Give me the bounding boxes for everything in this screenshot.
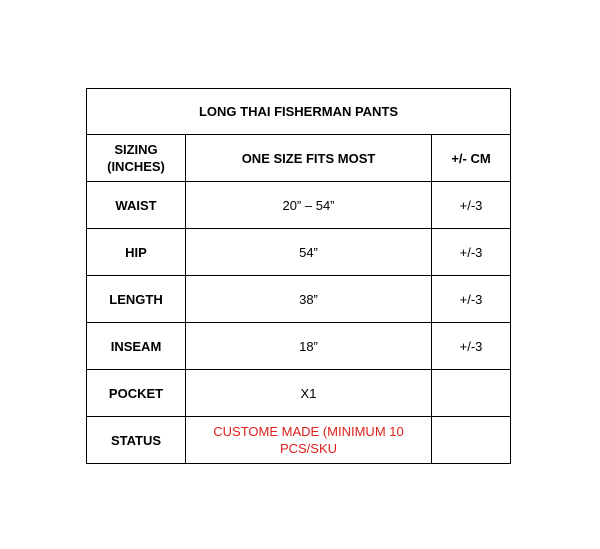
table-row [87, 276, 511, 323]
row-value: X1 [186, 370, 432, 417]
table-row [87, 323, 511, 370]
table-row [87, 182, 511, 229]
row-label: POCKET [87, 370, 186, 417]
table-row [87, 417, 511, 464]
row-tolerance: +/-3 [432, 323, 511, 370]
row-tolerance [432, 370, 511, 417]
row-tolerance [432, 417, 511, 464]
row-value: 54” [186, 229, 432, 276]
table-title: LONG THAI FISHERMAN PANTS [87, 89, 511, 135]
table-row [87, 229, 511, 276]
header-sizing: SIZING (INCHES) [87, 135, 186, 182]
row-value: 38” [186, 276, 432, 323]
status-value: CUSTOME MADE (MINIMUM 10 PCS/SKU [186, 417, 432, 464]
row-tolerance: +/-3 [432, 276, 511, 323]
row-label: STATUS [87, 417, 186, 464]
size-chart-table [86, 88, 511, 464]
header-tolerance: +/- CM [432, 135, 511, 182]
row-label: WAIST [87, 182, 186, 229]
row-label: HIP [87, 229, 186, 276]
row-value: 20” – 54” [186, 182, 432, 229]
header-one-size: ONE SIZE FITS MOST [186, 135, 432, 182]
row-value: 18” [186, 323, 432, 370]
row-label: LENGTH [87, 276, 186, 323]
row-tolerance: +/-3 [432, 229, 511, 276]
header-row [87, 135, 511, 182]
row-label: INSEAM [87, 323, 186, 370]
title-row [87, 89, 511, 135]
row-tolerance: +/-3 [432, 182, 511, 229]
table-row [87, 370, 511, 417]
